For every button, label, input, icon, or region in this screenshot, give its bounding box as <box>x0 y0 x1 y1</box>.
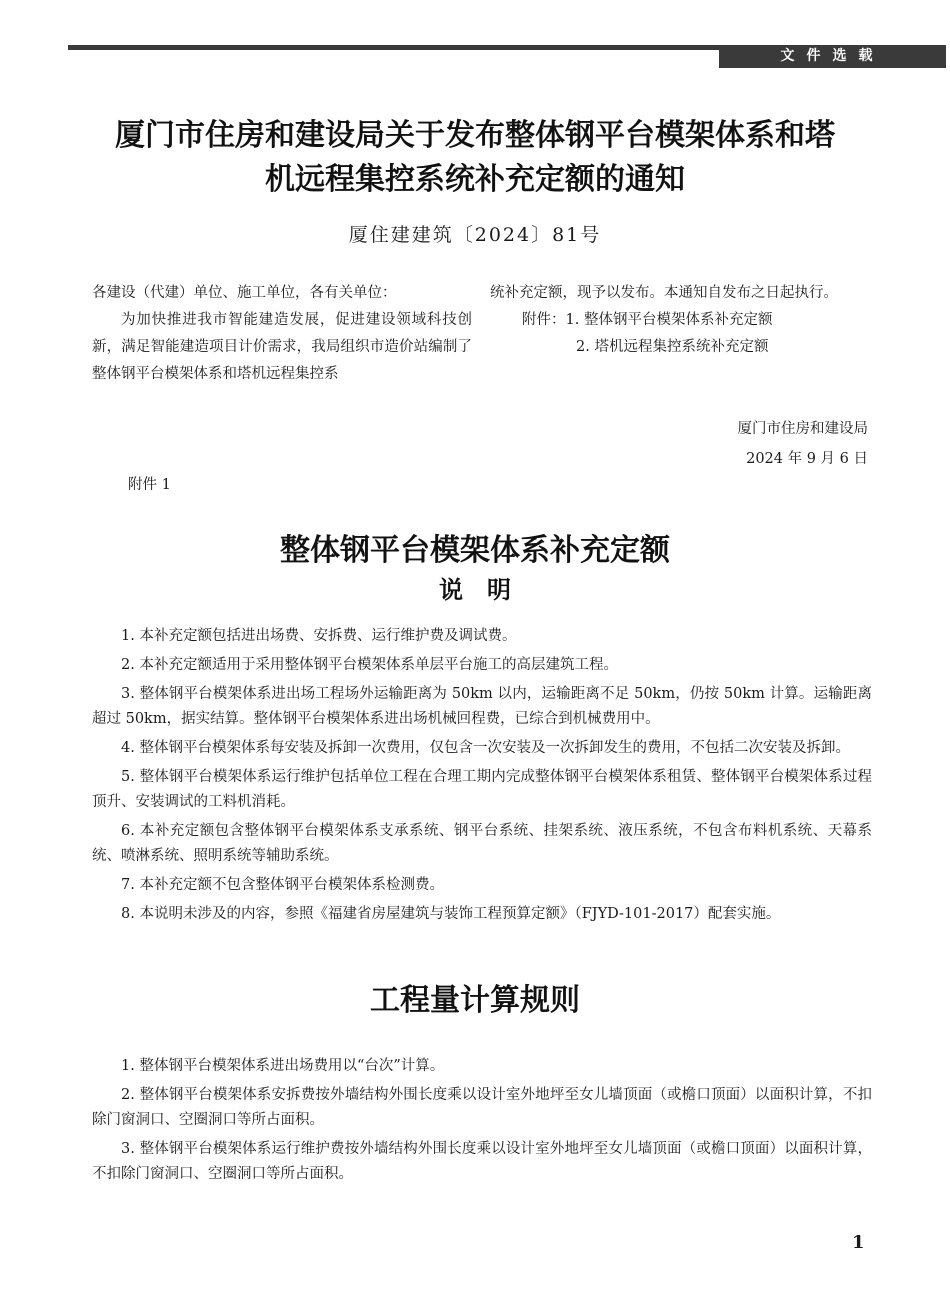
notice-left-column <box>92 280 472 388</box>
document-number: 厦住建建筑〔2024〕81号 <box>348 224 602 246</box>
list-item: 8. 本说明未涉及的内容，参照《福建省房屋建筑与装饰工程预算定额》（FJYD-101-2017）配套实施。 <box>121 906 781 922</box>
issue-date: 2024 年 9 月 6 日 <box>746 451 868 467</box>
list-item: 3. 整体钢平台模架体系运行维护费按外墙结构外围长度乘以设计室外地坪至女儿墙顶面（或檐口顶面）以面积计算，不扣除门窗洞口、空圈洞口等所占面积。 <box>92 1141 872 1182</box>
rules-heading: 工程量计算规则 <box>370 983 580 1018</box>
section-tab: 文件选载 <box>719 45 946 68</box>
list-item: 1. 本补充定额包括进出场费、安拆费、运行维护费及调试费。 <box>121 628 517 644</box>
notice-body-left: 为加快推进我市智能建造发展，促进建设领域科技创新，满足智能建造项目计价需求，我局组织市造价站编制了整体钢平台模架体系和塔机远程集控系 <box>92 312 472 382</box>
attachment-list-item: 2. 塔机远程集控系统补充定额 <box>576 339 769 355</box>
explanation-heading: 说 明 <box>439 576 511 604</box>
salutation: 各建设（代建）单位、施工单位，各有关单位： <box>92 285 397 301</box>
list-item: 2. 本补充定额适用于采用整体钢平台模架体系单层平台施工的高层建筑工程。 <box>121 657 618 673</box>
list-item: 2. 整体钢平台模架体系安拆费按外墙结构外围长度乘以设计室外地坪至女儿墙顶面（或檐口顶面）以面积计算，不扣除门窗洞口、空圈洞口等所占面积。 <box>92 1087 872 1128</box>
explanation-list <box>92 624 872 931</box>
notice-body-right: 统补充定额，现予以发布。本通知自发布之日起执行。 <box>490 285 838 301</box>
list-item: 1. 整体钢平台模架体系进出场费用以“台次”计算。 <box>121 1058 445 1074</box>
list-item: 4. 整体钢平台模架体系每安装及拆卸一次费用，仅包含一次安装及一次拆卸发生的费用，不包括二次安装及拆卸。 <box>121 740 850 756</box>
attachment-label: 附件 1 <box>128 477 171 493</box>
notice-right-column <box>490 280 880 361</box>
page-number: 1 <box>852 1232 865 1253</box>
list-item: 6. 本补充定额包含整体钢平台模架体系支承系统、钢平台系统、挂架系统、液压系统，不包含布料机系统、天幕系统、喷淋系统、照明系统等辅助系统。 <box>92 823 872 864</box>
notice-title-line-1: 厦门市住房和建设局关于发布整体钢平台模架体系和塔 <box>115 118 835 153</box>
rules-list <box>92 1054 872 1191</box>
attachment-title: 整体钢平台模架体系补充定额 <box>280 533 670 568</box>
issuer: 厦门市住房和建设局 <box>737 421 868 437</box>
notice-title-line-2: 机远程集控系统补充定额的通知 <box>265 162 685 197</box>
list-item: 3. 整体钢平台模架体系进出场工程场外运输距离为 50km 以内，运输距离不足 50km，仍按 50km 计算。运输距离超过 50km，据实结算。整体钢平台模架体系进出场机械回程费，已综合到机械费用中。 <box>92 686 872 727</box>
signature-block <box>738 414 869 474</box>
attachment-list-item: 附件：1. 整体钢平台模架体系补充定额 <box>522 312 773 328</box>
list-item: 7. 本补充定额不包含整体钢平台模架体系检测费。 <box>121 877 444 893</box>
list-item: 5. 整体钢平台模架体系运行维护包括单位工程在合理工期内完成整体钢平台模架体系租赁、整体钢平台模架体系过程顶升、安装调试的工料机消耗。 <box>92 769 872 810</box>
